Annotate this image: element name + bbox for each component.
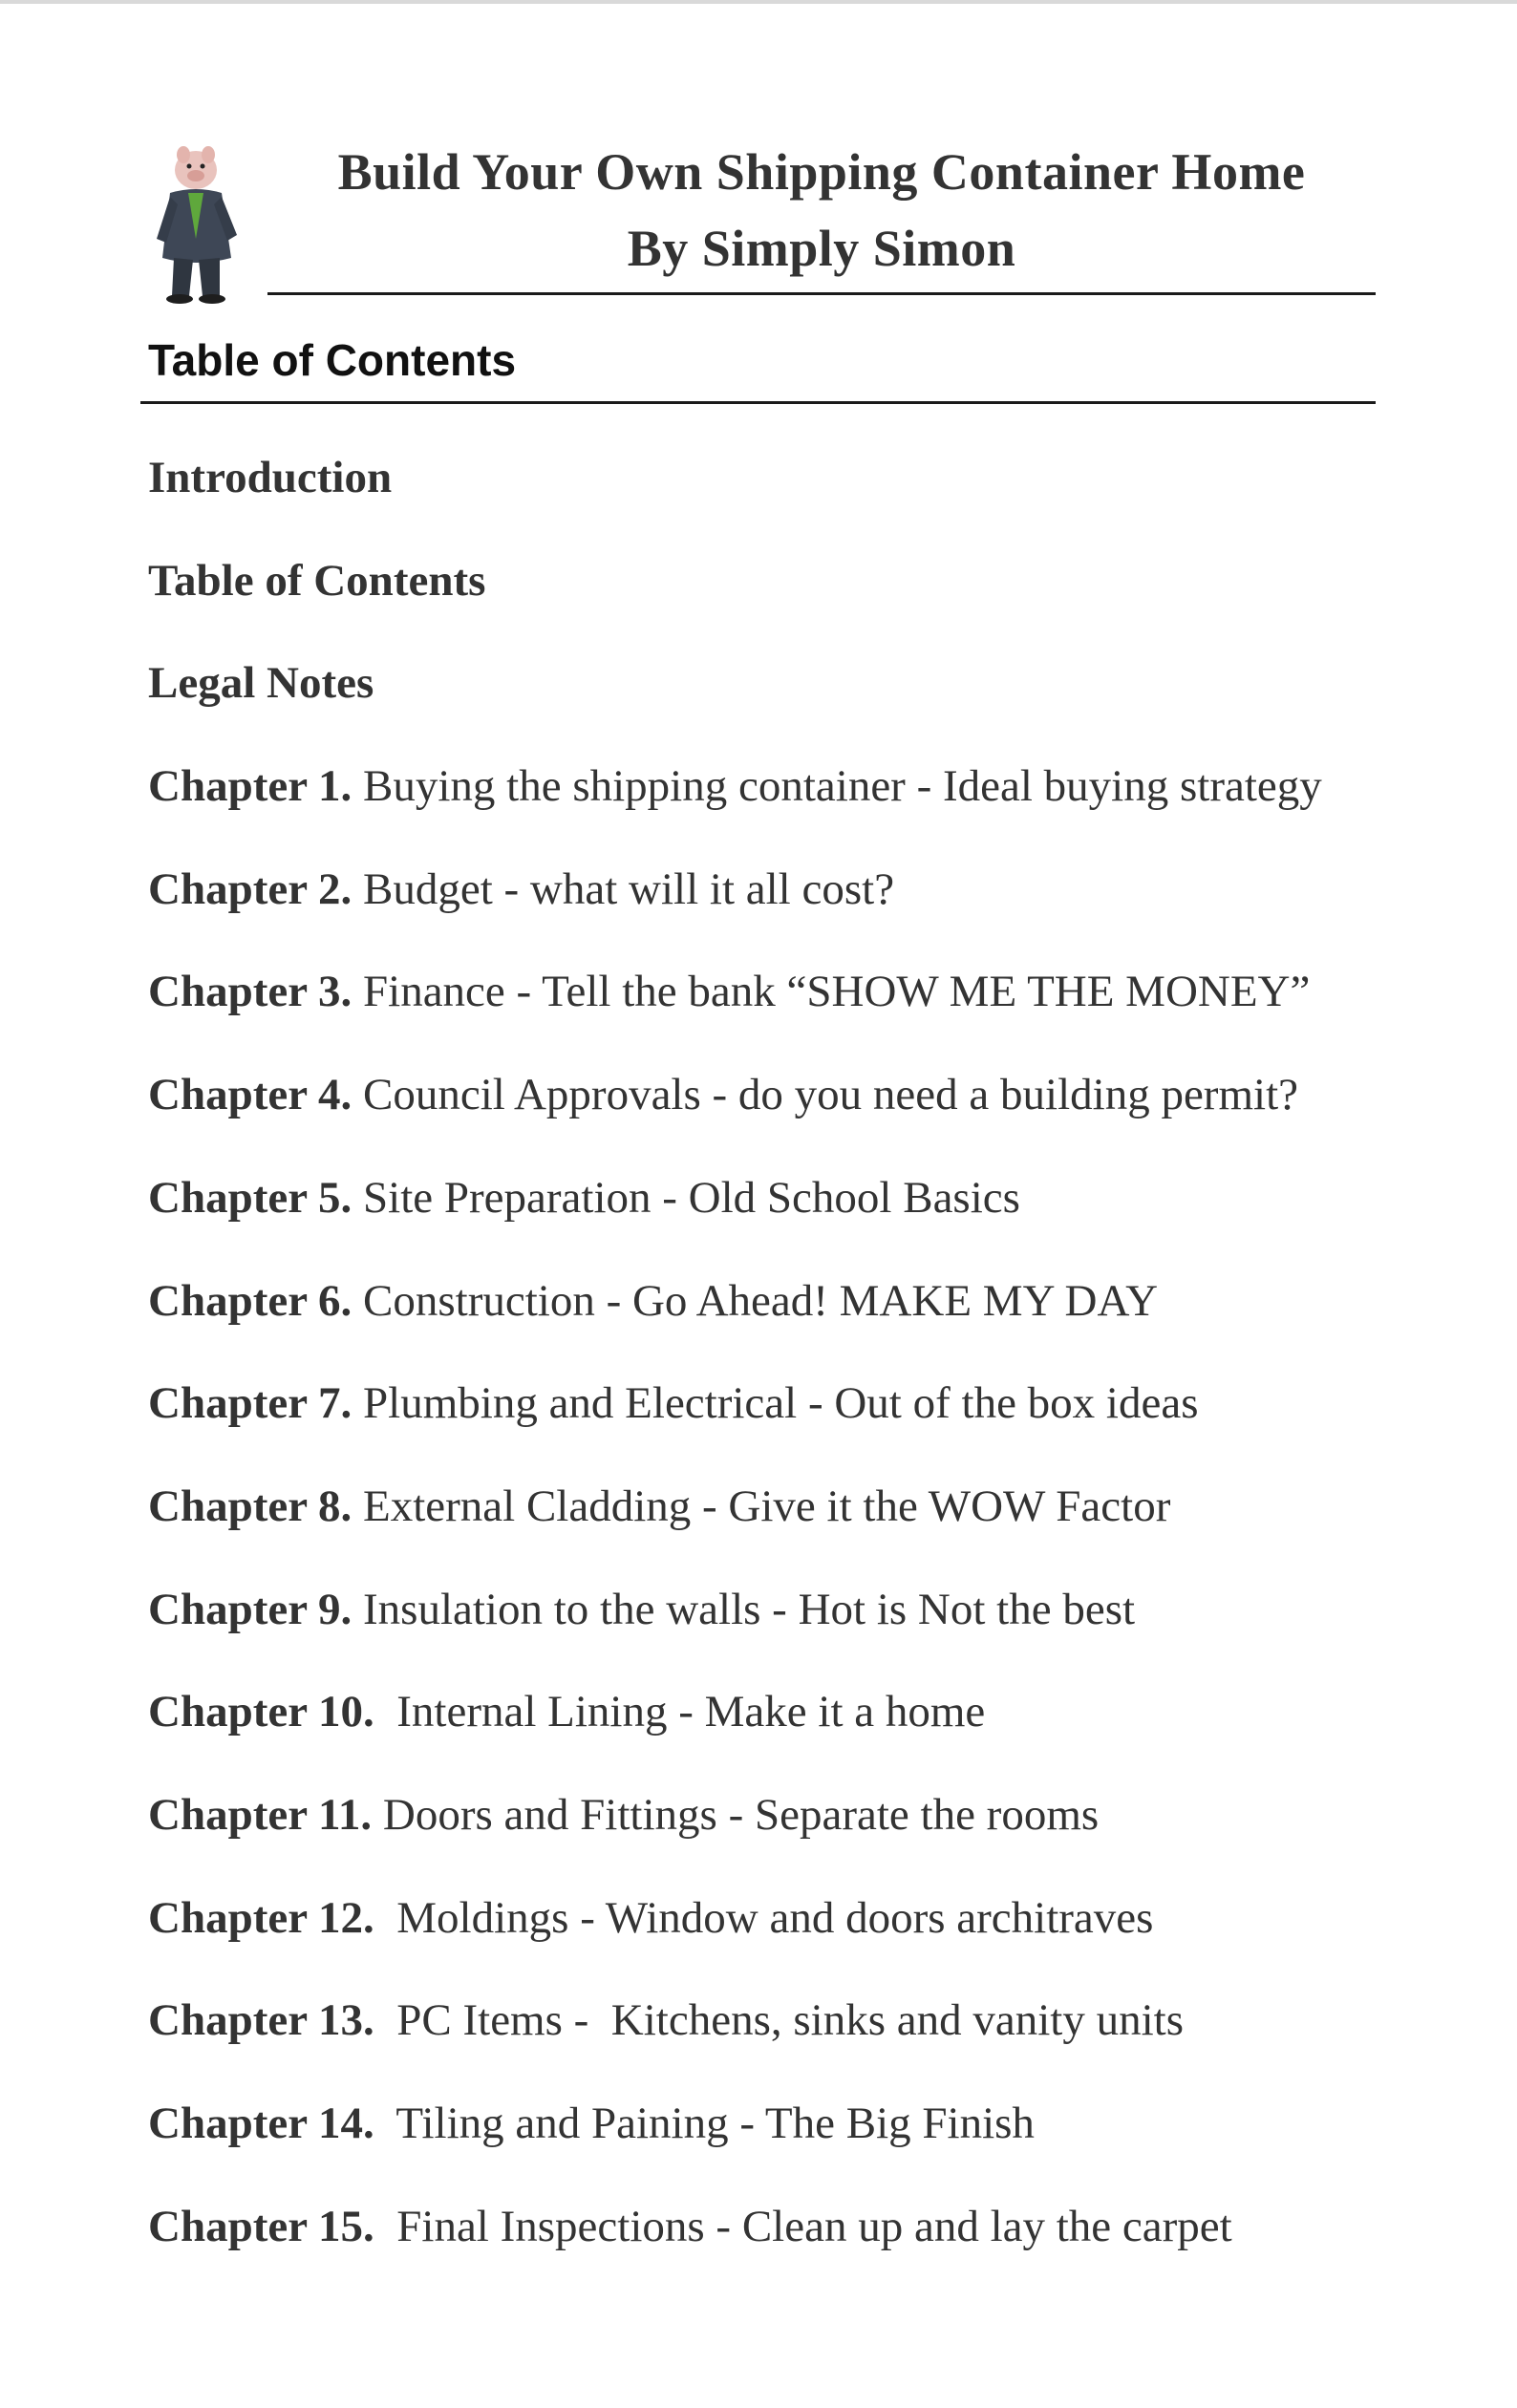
- toc-item-text: Budget - what will it all cost?: [352, 863, 895, 914]
- toc-item-lead: Chapter 5.: [148, 1172, 353, 1223]
- toc-item-chapter-12[interactable]: [148, 1880, 1390, 1983]
- toc-item-lead: Chapter 8.: [148, 1481, 353, 1531]
- toc-list: [148, 439, 1390, 2291]
- toc-item-text: Site Preparation - Old School Basics: [352, 1172, 1020, 1223]
- toc-item-chapter-2[interactable]: [148, 851, 1390, 954]
- toc-item-text: PC Items - Kitchens, sinks and vanity units: [374, 1995, 1185, 2046]
- toc-item-chapter-8[interactable]: [148, 1468, 1390, 1571]
- toc-item-chapter-9[interactable]: [148, 1571, 1390, 1674]
- toc-item-introduction[interactable]: [148, 439, 1390, 543]
- toc-item-lead: Chapter 9.: [148, 1584, 353, 1634]
- toc-item-table-of-contents[interactable]: [148, 543, 1390, 646]
- toc-heading: Table of Contents: [148, 335, 517, 385]
- title-divider: [267, 292, 1376, 295]
- toc-item-lead: Chapter 12.: [148, 1892, 374, 1943]
- toc-item-chapter-4[interactable]: [148, 1056, 1390, 1160]
- toc-item-chapter-11[interactable]: [148, 1777, 1390, 1880]
- toc-item-lead: Chapter 7.: [148, 1378, 353, 1429]
- toc-item-lead: Chapter 1.: [148, 761, 353, 812]
- toc-item-lead: Table of Contents: [148, 555, 486, 606]
- toc-item-lead: Chapter 14.: [148, 2099, 374, 2148]
- pig-in-suit-mascot-icon: [143, 143, 248, 306]
- toc-item-lead: Chapter 2.: [148, 863, 353, 914]
- toc-item-chapter-3[interactable]: [148, 953, 1390, 1056]
- toc-item-text: Construction - Go Ahead! MAKE MY DAY: [352, 1275, 1159, 1326]
- toc-item-chapter-5[interactable]: [148, 1160, 1390, 1263]
- toc-item-chapter-13[interactable]: [148, 1982, 1390, 2085]
- toc-item-text: Moldings - Window and doors architraves: [374, 1892, 1154, 1943]
- toc-item-text: Internal Lining - Make it a home: [374, 1687, 986, 1737]
- toc-item-chapter-14[interactable]: [148, 2085, 1390, 2188]
- toc-item-lead: Chapter 6.: [148, 1275, 353, 1326]
- toc-item-lead: Chapter 15.: [148, 2201, 374, 2251]
- toc-item-text: Insulation to the walls - Hot is Not the best: [352, 1584, 1136, 1634]
- top-border: [0, 0, 1517, 4]
- toc-item-text: External Cladding - Give it the WOW Factor: [352, 1481, 1171, 1531]
- toc-item-text: Council Approvals - do you need a building permit?: [352, 1070, 1298, 1120]
- toc-item-text: Doors and Fittings - Separate the rooms: [372, 1789, 1100, 1840]
- book-author: By Simply Simon: [627, 220, 1016, 277]
- toc-item-text: Finance - Tell the bank “SHOW ME THE MONEY”: [352, 967, 1311, 1017]
- document-header: [143, 134, 1376, 306]
- toc-item-lead: Introduction: [148, 453, 393, 502]
- toc-item-chapter-6[interactable]: [148, 1263, 1390, 1366]
- book-title-block: [267, 134, 1376, 287]
- toc-item-text: Buying the shipping container - Ideal buying strategy: [352, 761, 1322, 812]
- toc-item-chapter-1[interactable]: [148, 748, 1390, 851]
- toc-item-lead: Chapter 13.: [148, 1995, 374, 2046]
- toc-item-text: Plumbing and Electrical - Out of the box ideas: [352, 1378, 1199, 1429]
- toc-item-chapter-7[interactable]: [148, 1365, 1390, 1468]
- toc-item-text: Tiling and Paining - The Big Finish: [374, 2099, 1035, 2148]
- toc-item-lead: Legal Notes: [148, 658, 374, 709]
- toc-item-chapter-10[interactable]: [148, 1673, 1390, 1777]
- toc-item-lead: Chapter 10.: [148, 1687, 374, 1737]
- toc-item-text: Final Inspections - Clean up and lay the carpet: [374, 2201, 1232, 2251]
- book-title: Build Your Own Shipping Container Home: [337, 143, 1306, 201]
- toc-item-chapter-15[interactable]: [148, 2188, 1390, 2291]
- toc-item-lead: Chapter 3.: [148, 967, 353, 1017]
- toc-divider: [140, 401, 1376, 404]
- toc-item-legal-notes[interactable]: [148, 645, 1390, 748]
- toc-item-lead: Chapter 4.: [148, 1070, 353, 1120]
- toc-item-lead: Chapter 11.: [148, 1789, 373, 1840]
